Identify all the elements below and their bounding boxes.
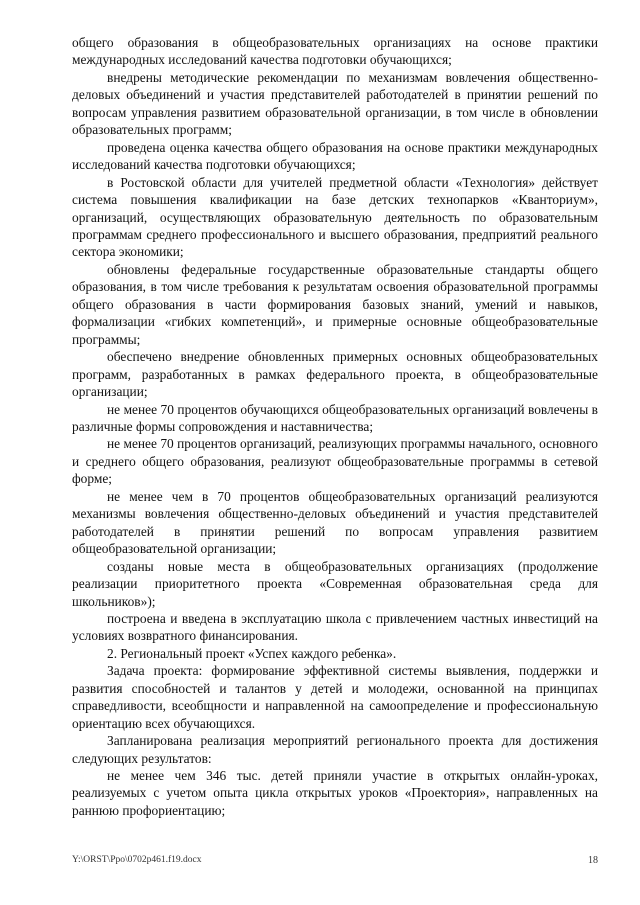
section-heading: 2. Региональный проект «Успех каждого ребенка». <box>107 645 397 661</box>
paragraph: созданы новые места в общеобразовательных организациях (продолжение реализации приоритетного проекта «Современная образовательная среда для школьников»); <box>72 558 598 609</box>
document-body <box>72 34 598 819</box>
paragraph: в Ростовской области для учителей предметной области «Технология» действует система повышения квалификации на базе детских технопарков «Кванториум», организаций, осуществляющих образовательную деятельность по образовательным программам среднего профессионального и высшего образования, предприятий реального сектора экономики; <box>72 174 598 260</box>
footer-file-path: Y:\ORST\Ppo\0702p461.f19.docx <box>72 855 202 865</box>
paragraph: не менее 70 процентов обучающихся общеобразовательных организаций вовлечены в различные формы сопровождения и наставничества; <box>72 401 598 434</box>
paragraph: обеспечено внедрение обновленных примерных основных общеобразовательных программ, разработанных в рамках федерального проекта, в общеобразовательные организации; <box>72 349 598 400</box>
paragraph: Задача проекта: формирование эффективной системы выявления, поддержки и развития способностей и талантов у детей и молодежи, основанной на принципах справедливости, всеобщности и направленной на самоопределение и профессиональную ориентацию всех обучающихся. <box>72 663 598 731</box>
page-number: 18 <box>588 855 598 866</box>
paragraph: проведена оценка качества общего образования на основе практики международных исследований качества подготовки обучающихся; <box>72 139 598 173</box>
paragraph: обновлены федеральные государственные образовательные стандарты общего образования, в том числе требования к результатам освоения образовательной программы общего образования в части формирования базовых знаний, умений и навыков, формализации «гибких компетенций», и примерные основные общеобразовательные программы; <box>72 261 598 347</box>
paragraph: Запланирована реализация мероприятий регионального проекта для достижения следующих результатов: <box>72 733 598 766</box>
paragraph: не менее чем в 70 процентов общеобразовательных организаций реализуются механизмы вовлечения общественно-деловых объединений и участия представителей работодателей в принятии решений по вопросам управления развитием общеобразовательной организации; <box>72 488 598 557</box>
paragraph: построена и введена в эксплуатацию школа с привлечением частных инвестиций на условиях возвратного финансирования. <box>72 610 598 644</box>
paragraph: внедрены методические рекомендации по механизмам вовлечения общественно-деловых объединений и участия представителей работодателей в принятии решений по вопросам управления развитием образовательной организации, в том числе в обновлении образовательных программ; <box>72 69 598 138</box>
paragraph: общего образования в общеобразовательных организациях на основе практики международных исследований качества подготовки обучающихся; <box>72 35 598 68</box>
paragraph: не менее 70 процентов организаций, реализующих программы начального, основного и среднего общего образования, реализуют общеобразовательные программы в сетевой форме; <box>72 436 598 487</box>
paragraph: не менее чем 346 тыс. детей приняли участие в открытых онлайн-уроках, реализуемых с учетом опыта цикла открытых уроков «Проектория», направленных на раннюю профориентацию; <box>72 768 598 818</box>
